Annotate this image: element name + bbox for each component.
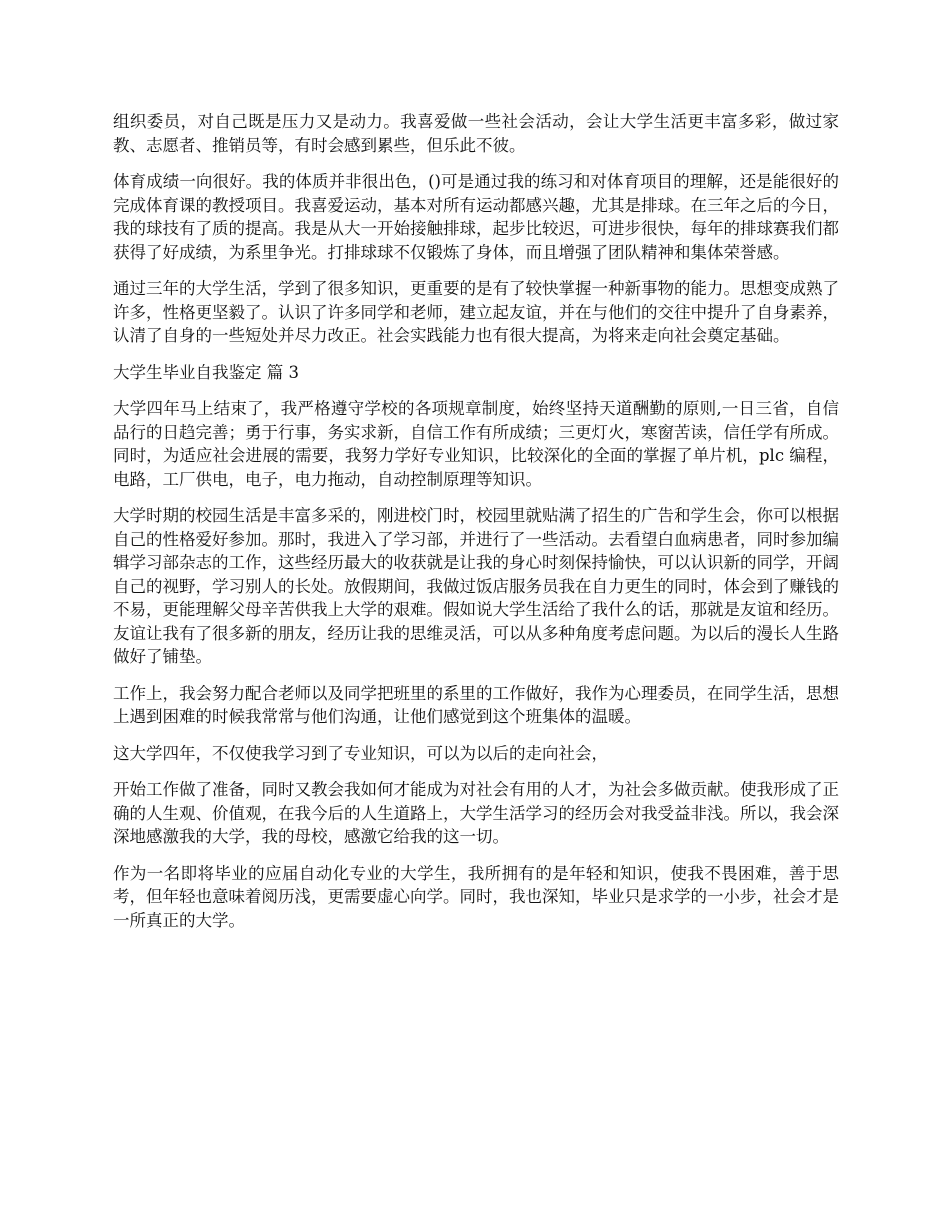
document-page [113, 110, 839, 945]
paragraph-work: 工作上，我会努力配合老师以及同学把班里的系里的工作做好，我作为心理委员，在同学生活，思想上遇到困难的时候我常常与他们沟通，让他们感觉到这个班集体的温暖。 [113, 683, 839, 726]
section-heading: 大学生毕业自我鉴定 篇 3 [113, 362, 299, 382]
paragraph-campus-life: 大学时期的校园生活是丰富多采的，刚进校门时，校园里就贴满了招生的广告和学生会，你可以根据自己的性格爱好参加。那时，我进入了学习部，并进行了一些活动。去看望白血病患者，同时参加编辑学习部杂志的工作，这些经历最大的收获就是让我的身心时刻保持愉快，可以认识新的同学，开阔自己的视野，学习别人的长处。放假期间，我做过饭店服务员我在自力更生的同时，体会到了赚钱的不易，更能理解父母辛苦供我上大学的艰难。假如说大学生活给了我什么的话，那就是友谊和经历。友谊让我有了很多新的朋友，经历让我的思维灵活，可以从多种角度考虑问题。为以后的漫长人生路做好了铺垫。 [113, 506, 839, 666]
paragraph-student-committee: 组织委员，对自己既是压力又是动力。我喜爱做一些社会活动，会让大学生活更丰富多彩，做过家教、志愿者、推销员等，有时会感到累些，但乐此不彼。 [113, 112, 839, 155]
paragraph-three-years: 通过三年的大学生活，学到了很多知识，更重要的是有了较快掌握一种新事物的能力。思想变成熟了许多，性格更坚毅了。认识了许多同学和老师，建立起友谊，并在与他们的交往中提升了自身素养，认清了自身的一些短处并尽力改正。社会实践能力也有很大提高，为将来走向社会奠定基础。 [113, 279, 839, 345]
paragraph-preparation: 开始工作做了准备，同时又教会我如何才能成为对社会有用的人才，为社会多做贡献。使我形成了正确的人生观、价值观，在我今后的人生道路上，大学生活学习的经历会对我受益非浅。所以，我会深深地感激我的大学，我的母校，感激它给我的这一切。 [113, 780, 839, 846]
paragraph-sports: 体育成绩一向很好。我的体质并非很出色，()可是通过我的练习和对体育项目的理解，还是能很好的完成体育课的教授项目。我喜爱运动，基本对所有运动都感兴趣，尤其是排球。在三年之后的今日，我的球技有了质的提高。我是从大一开始接触排球，起步比较迟，可进步很快，每年的排球赛我们都获得了好成绩，为系里争光。打排球球不仅锻炼了身体，而且增强了团队精神和集体荣誉感。 [113, 172, 839, 262]
paragraph-conclusion: 作为一名即将毕业的应届自动化专业的大学生，我所拥有的是年轻和知识，使我不畏困难，善于思考，但年轻也意味着阅历浅，更需要虚心向学。同时，我也深知，毕业只是求学的一小步，社会才是一所真正的大学。 [113, 863, 839, 930]
paragraph-knowledge: 这大学四年，不仅使我学习到了专业知识，可以为以后的走向社会， [113, 743, 608, 763]
paragraph-four-years: 大学四年马上结束了，我严格遵守学校的各项规章制度，始终坚持天道酬勤的原则,一日三省，自信品行的日趋完善；勇于行事，务实求新，自信工作有所成绩；三更灯火，寒窗苦读，信任学有所成。同时，为适应社会进展的需要，我努力学好专业知识，比较深化的全面的掌握了单片机，plc 编程，电路，工厂供电，电子，电力拖动，自动控制原理等知识。 [113, 399, 839, 489]
